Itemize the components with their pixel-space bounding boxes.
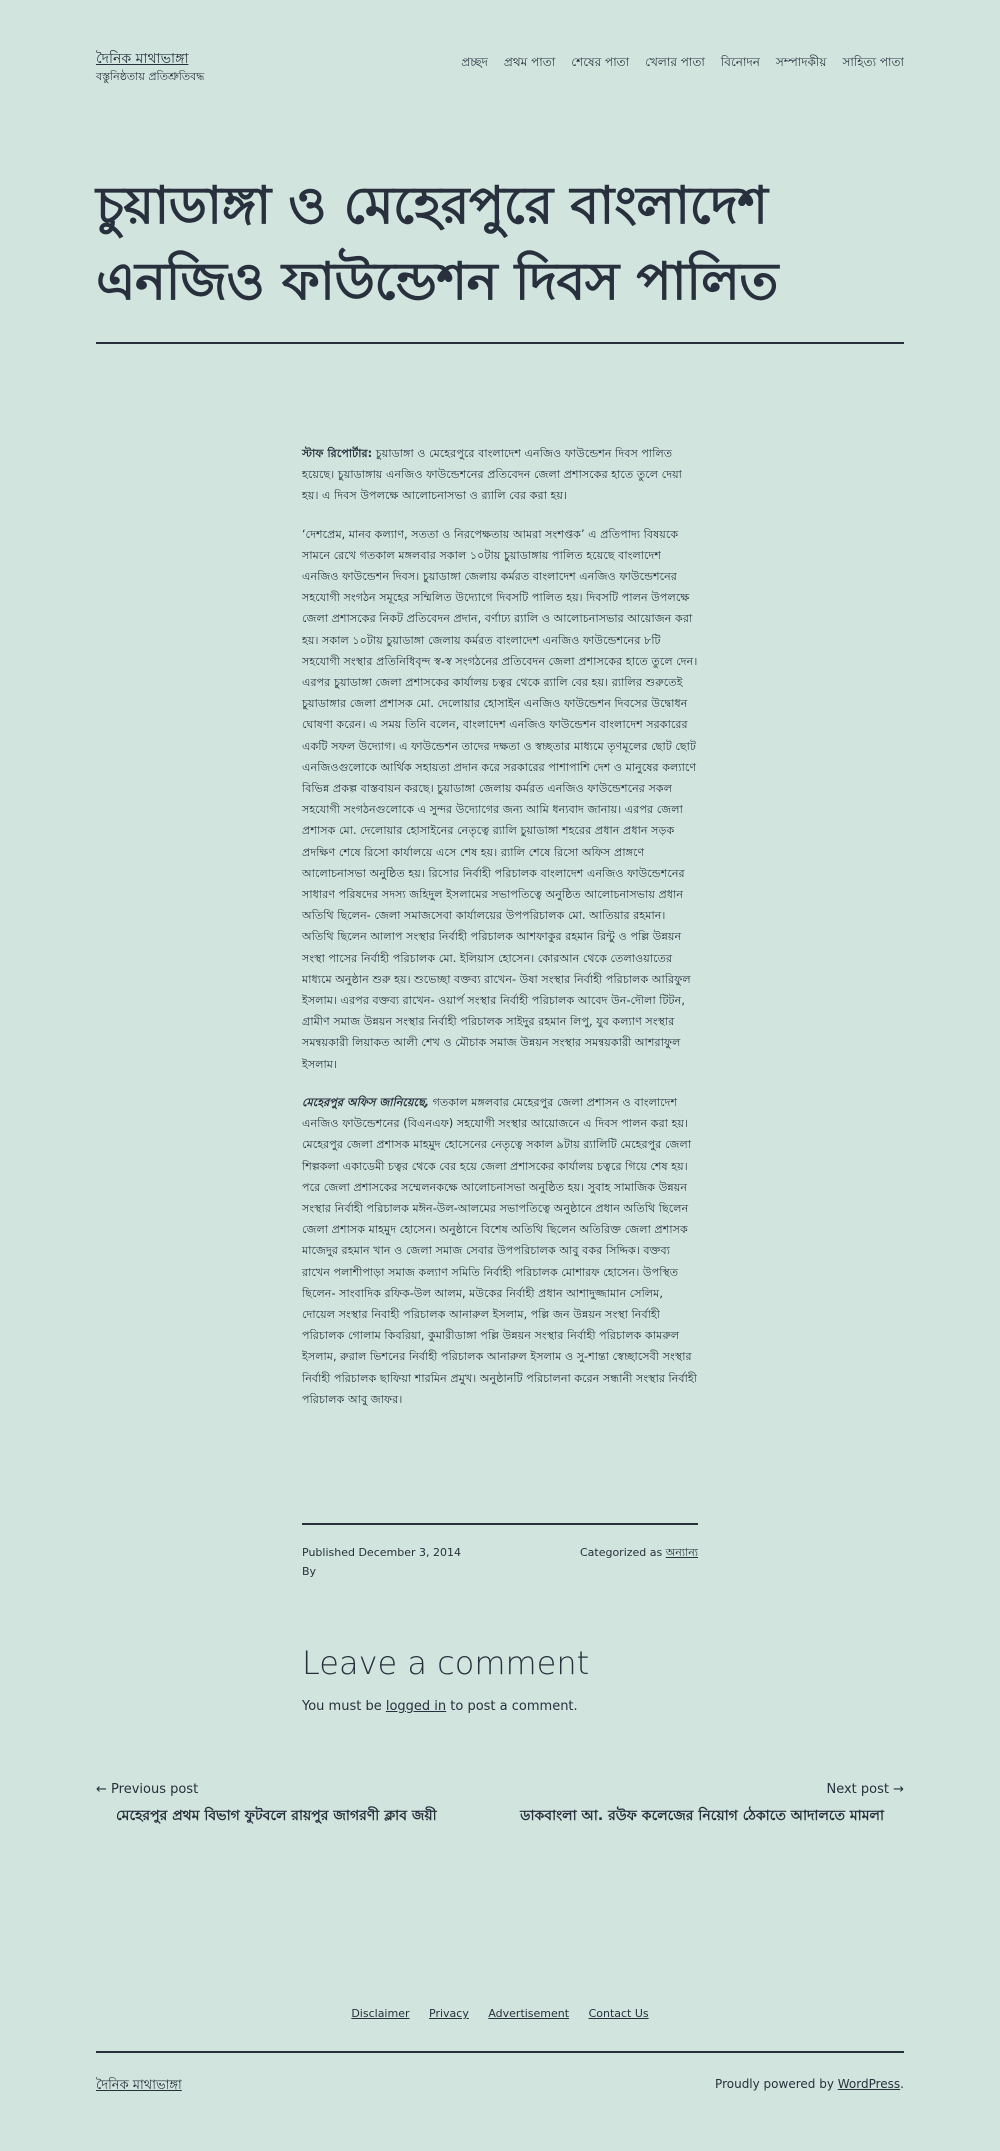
footer-link-disclaimer[interactable]: Disclaimer: [351, 2007, 410, 2020]
must-login-prefix: You must be: [302, 1699, 386, 1714]
entry-categories: [580, 1543, 698, 1562]
footer-site-title-link[interactable]: দৈনিক মাথাভাঙ্গা: [96, 2078, 182, 2093]
footer-menu: [0, 2007, 1000, 2020]
nav-item-literature[interactable]: সাহিত্য পাতা: [842, 55, 904, 69]
previous-post-link[interactable]: [96, 1780, 437, 1829]
post-navigation: [96, 1780, 904, 1840]
nav-item-home[interactable]: প্রচ্ছদ: [461, 55, 488, 69]
site-header: [96, 50, 904, 100]
paragraph-3: [302, 1092, 698, 1410]
paragraph-1: [302, 443, 698, 507]
previous-post-title[interactable]: মেহেরপুর প্রথম বিভাগ ফুটবলে রায়পুর জাগরণী ক্লাব জয়ী: [116, 1808, 437, 1824]
must-login-notice: [302, 1699, 578, 1714]
site-branding: [96, 50, 204, 86]
footer-divider: [96, 2051, 904, 2053]
nav-item-editorial[interactable]: সম্পাদকীয়: [775, 55, 827, 69]
paragraph-2: ‘দেশপ্রেম, মানব কল্যাণ, সততা ও নিরপেক্ষতায় আমরা সংশপ্তক’ এ প্রতিপাদ্য বিষয়কে সামনে রেখে গতকাল মঙ্গলবার সকাল ১০টায় চুয়াডাঙ্গায় পালিত হয়েছে বাংলাদেশ এনজিও ফাউন্ডেশন দিবস। চুয়াডাঙ্গা জেলায় কর্মরত বাংলাদেশ এনজিও ফাউন্ডেশনের সহযোগী সংগঠন সমূহের সম্মিলিত উদ্যোগে দিবসটি পালিত হয়। দিবসটি পালন উপলক্ষে জেলা প্রশাসকের নিকট প্রতিবেদন প্রদান, বর্ণাঢ্য র‌্যালি ও আলোচনাসভার আয়োজন করা হয়। সকাল ১০টায় চুয়াডাঙ্গা জেলায় কর্মরত বাংলাদেশ এনজিও ফাউন্ডেশনের ৮টি সহযোগী সংস্থার প্রতিনিধিবৃন্দ স্ব-স্ব সংগঠনের প্রতিবেদন জেলা প্রশাসকের হাতে তুলে দেন। এরপর চুয়াডাঙ্গা জেলা প্রশাসকের কার্যালয় চত্বর থেকে র‌্যালি বের হয়। র‌্যালির শুরুতেই চুয়াডাঙ্গার জেলা প্রশাসক মো. দেলোয়ার হোসাইন এনজিও ফাউন্ডেশন দিবসের উদ্বোধন ঘোষণা করেন। এ সময় তিনি বলেন, বাংলাদেশ এনজিও ফাউন্ডেশন বাংলাদেশ সরকারের একটি সফল উদ্যোগ। এ ফাউন্ডেশন তাদের দক্ষতা ও স্বচ্ছতার মাধ্যমে তৃণমূলের ছোট ছোট এনজিওগুলোকে আর্থিক সহায়তা প্রদান করে সরকারের পাশাপাশি দেশ ও মানুষের কল্যাণে বিভিন্ন প্রকল্প বাস্তবায়ন করছে। চুয়াডাঙ্গা জেলায় কর্মরত এনজিও ফাউন্ডেশনের সকল সহযোগী সংগঠনগুলোকে এ সুন্দর উদ্যোগের জন্য আমি ধন্যবাদ জানায়। এরপর জেলা প্রশাসক মো. দেলোয়ার হোসাইনের নেতৃত্বে র‌্যালি চুয়াডাঙ্গা শহরের প্রধান প্রধান সড়ক প্রদক্ষিণ শেষে রিসো কার্যালয়ে এসে শেষ হয়। র‌্যালি শেষে রিসো অফিস প্রাঙ্গণে আলোচনাসভা অনুষ্ঠিত হয়। রিসোর নির্বাহী পরিচালক বাংলাদেশ এনজিও ফাউন্ডেশনের সাধারণ পরিষদের সদস্য জহিদুল ইসলামের সভাপতিত্বে অনুষ্ঠিত আলোচনাসভায় প্রধান অতিথি ছিলেন- জেলা সমাজসেবা কার্যালয়ের উপপরিচালক মো. আতিয়ার রহমান। অতিথি ছিলেন আলাপ সংস্থার নির্বাহী পরিচালক আশফাকুর রহমান রিন্টু ও পল্লি উন্নয়ন সংস্থা পাসের নির্বাহী পরিচালক মো. ইলিয়াস হোসেন। কোরআন থেকে তেলাওয়াতের মাধ্যমে অনুষ্ঠান শুরু হয়। শুভেচ্ছা বক্তব্য রাখেন- উষা সংস্থার নির্বাহী পরিচালক আরিফুল ইসলাম। এরপর বক্তব্য রাখেন- ওয়ার্প সংস্থার নির্বাহী পরিচালক আবেদ উন-দৌলা টিটন, গ্রামীণ সমাজ উন্নয়ন সংস্থার নির্বাহী পরিচালক সাইদুর রহমান লিপু, যুব কল্যাণ সংস্থার সমন্বয়কারী লিয়াকত আলী শেখ ও মৌচাক সমাজ উন্নয়ন সংস্থার সমন্বয়কারী আশরাফুল ইসলাম।: [302, 527, 698, 1071]
site-title-link[interactable]: দৈনিক মাথাভাঙ্গা: [96, 51, 189, 67]
paragraph-3-text: গতকাল মঙ্গলবার মেহেরপুর জেলা প্রশাসন ও বাংলাদেশ এনজিও ফাউন্ডেশনের (বিএনএফ) সহযোগী সংস্থার আয়োজনে এ দিবস পালন করা হয়। মেহেরপুর জেলা প্রশাসক মাহমুদ হোসেনের নেতৃত্বে সকাল ৯টায় র‌্যালিটি মেহেরপুর জেলা শিল্পকলা একাডেমী চত্বর থেকে বের হয়ে জেলা প্রশাসকের কার্যালয় চত্বরে গিয়ে শেষ হয়। পরে জেলা প্রশাসকের সম্মেলনকক্ষে আলোচনাসভা অনুষ্ঠিত হয়। সুবাহ সামাজিক উন্নয়ন সংস্থার নির্বাহী পরিচালক মঈন-উল-আলমের সভাপতিত্বে অনুষ্ঠানে প্রধান অতিথি ছিলেন জেলা প্রশাসক মাহমুদ হোসেন। অনুষ্ঠানে বিশেষ অতিথি ছিলেন অতিরিক্ত জেলা প্রশাসক মাজেদুর রহমান খান ও জেলা সমাজ সেবার উপপরিচালক আবু বকর সিদ্দিক। বক্তব্য রাখেন পলাশীপাড়া সমাজ কল্যাণ সমিতি নির্বাহী পরিচালক মোশারফ হোসেন। উপস্থিত ছিলেন- সাংবাদিক রফিক-উল আলম, মউকের নির্বাহী প্রধান আশাদুজ্জামান সেলিম, দোয়েল সংস্থার নিবাহী পরিচালক আনারুল ইসলাম, পল্লি জন উন্নয়ন সংস্থা নির্বাহী পরিচালক গোলাম কিবরিয়া, কুমারীডাঙ্গা পল্লি উন্নয়ন সংস্থার নির্বাহী পরিচালক কামরুল ইসলাম, রুরাল ভিশনের নির্বাহী পরিচালক আনারুল ইসলাম ও সু-শান্তা স্বেচ্ছাসেবী সংস্থার নির্বাহী পরিচালক ছাফিয়া শারমিন প্রমুখ। অনুষ্ঠানটি পরিচালনা করেন সন্ধানী সংস্থার নির্বাহী পরিচালক আবু জাফর।: [302, 1095, 697, 1406]
staff-reporter-lead: স্টাফ রিপোর্টার:: [302, 447, 373, 460]
next-post-title[interactable]: ডাকবাংলা আ. রউফ কলেজের নিয়োগ ঠেকাতে আদালতে মামলা: [520, 1808, 884, 1824]
title-divider: [96, 342, 904, 344]
published-date: Published December 3, 2014: [302, 1546, 461, 1559]
nav-item-first-page[interactable]: প্রথম পাতা: [503, 55, 556, 69]
paragraph-1-text: চুয়াডাঙ্গা ও মেহেরপুরে বাংলাদেশ এনজিও ফাউন্ডেশন দিবস পালিত হয়েছে। চুয়াডাঙ্গায় এনজিও ফাউন্ডেশনের প্রতিবেদন জেলা প্রশাসকের হাতে তুলে দেয়া হয়। এ দিবস উপলক্ষে আলোচনাসভা ও র‌্যালি বের করা হয়।: [302, 447, 682, 503]
footer-link-privacy[interactable]: Privacy: [429, 2007, 469, 2020]
next-post-link[interactable]: [520, 1780, 904, 1829]
nav-item-last-page[interactable]: শেষের পাতা: [571, 55, 630, 69]
footer-link-advertisement[interactable]: Advertisement: [488, 2007, 570, 2020]
powered-suffix: .: [900, 2077, 904, 2091]
meta-divider: [302, 1523, 698, 1525]
footer-link-contact[interactable]: Contact Us: [588, 2007, 649, 2020]
wordpress-link[interactable]: WordPress: [837, 2077, 901, 2091]
category-link[interactable]: অন্যান্য: [665, 1546, 698, 1559]
primary-menu: [461, 54, 904, 74]
login-link[interactable]: logged in: [385, 1699, 447, 1714]
next-post-label: Next post →: [826, 1782, 904, 1797]
entry-content: [302, 443, 698, 1427]
must-login-suffix: to post a comment.: [446, 1699, 578, 1714]
categorized-prefix: Categorized as: [579, 1546, 666, 1559]
powered-by: [715, 2077, 904, 2091]
site-tagline: বস্তুনিষ্ঠতায় প্রতিশ্রুতিবদ্ধ: [96, 70, 205, 83]
nav-item-entertainment[interactable]: বিনোদন: [720, 55, 760, 69]
powered-prefix: Proudly powered by: [715, 2077, 838, 2091]
previous-post-label: ← Previous post: [96, 1782, 199, 1797]
nav-item-sports[interactable]: খেলার পাতা: [645, 55, 705, 69]
entry-meta-left: [302, 1543, 461, 1581]
comments-title: Leave a comment: [302, 1644, 590, 1682]
meherpur-office-lead: মেহেরপুর অফিস জানিয়েছে,: [302, 1095, 430, 1109]
entry-title: চুয়াডাঙ্গা ও মেহেরপুরে বাংলাদেশ এনজিও ফাউন্ডেশন দিবস পালিত: [96, 176, 778, 312]
site-footer: [96, 2076, 904, 2100]
byline: By: [302, 1565, 317, 1578]
